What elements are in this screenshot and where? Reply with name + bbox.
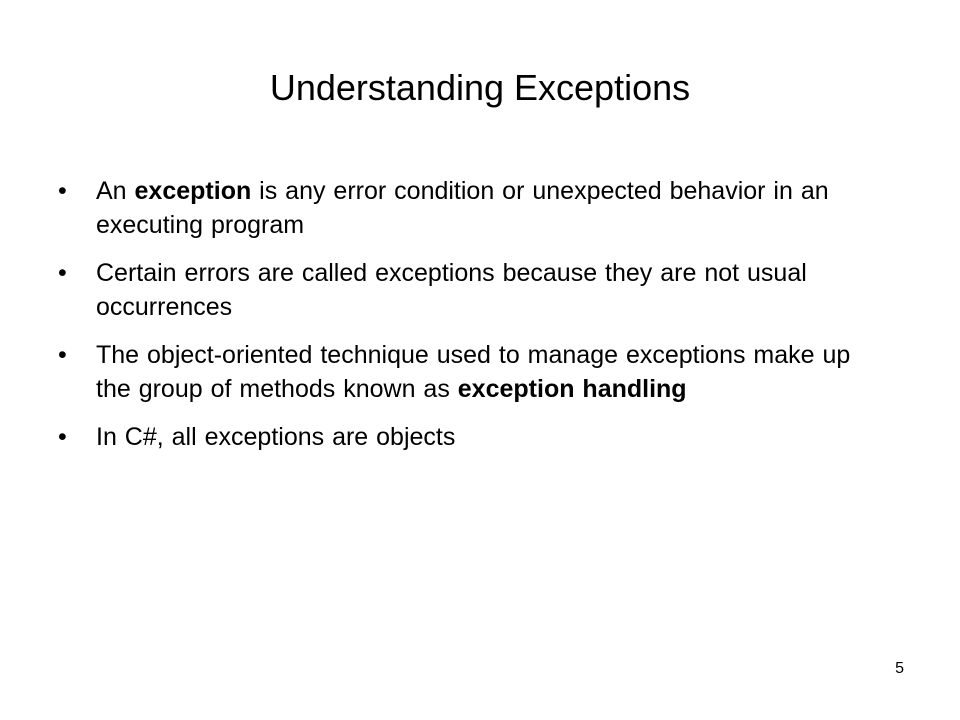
bullet-icon: • xyxy=(58,423,67,451)
bullet-text-prefix: An xyxy=(96,177,135,205)
bullet-icon: • xyxy=(58,177,67,205)
bullet-list xyxy=(52,174,882,468)
bold-term: exception handling xyxy=(457,375,687,403)
bullet-item xyxy=(52,338,882,406)
bullet-text-suffix: is any error condition or unexpected behavior in an executing program xyxy=(96,177,829,239)
bullet-item xyxy=(52,420,882,454)
bullet-item xyxy=(52,256,882,324)
slide-title: Understanding Exceptions xyxy=(269,67,691,108)
bullet-text-prefix: The object-oriented technique used to manage exceptions make up the group of methods known as xyxy=(96,341,851,403)
bullet-text: Certain errors are called exceptions because they are not usual occurrences xyxy=(96,259,807,321)
bullet-icon: • xyxy=(58,341,67,369)
bullet-text: In C#, all exceptions are objects xyxy=(96,423,456,451)
bold-term: exception xyxy=(134,177,252,205)
bullet-icon: • xyxy=(58,259,67,287)
page-number: 5 xyxy=(895,660,904,677)
bullet-item xyxy=(52,174,882,242)
